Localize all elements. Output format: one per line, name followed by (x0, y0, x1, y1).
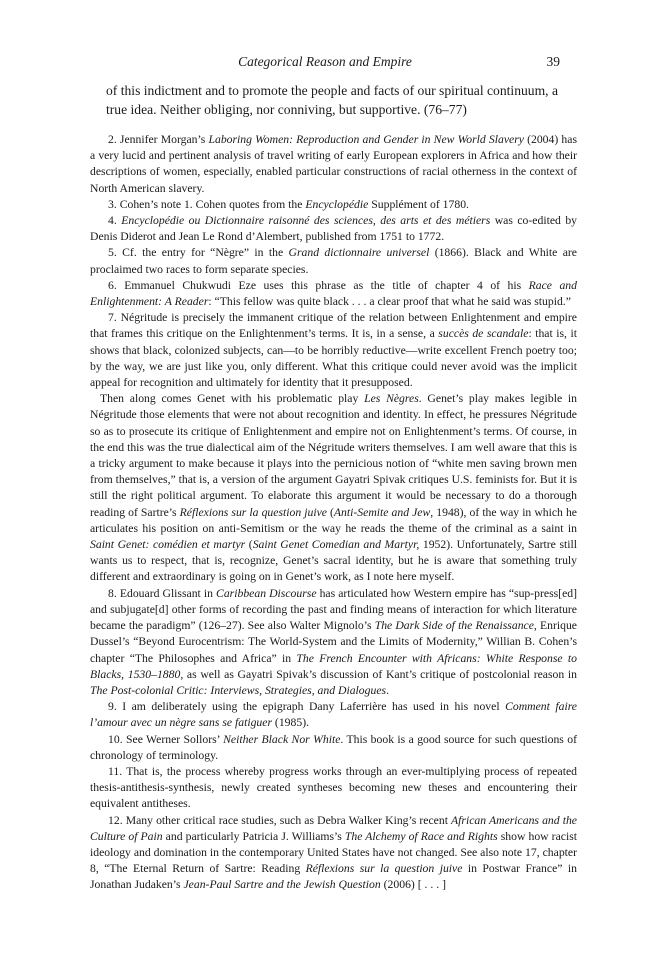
italic-title: African Americans and the Culture of Pain (90, 813, 577, 843)
italic-title: Comment faire l’amour avec un nègre sans se fatiguer (90, 700, 577, 730)
italic-title: Saint Genet: comédien et martyr (90, 538, 246, 552)
note-text: show how racist ideology and domination in the contemporary United States have not changed. See also note 17, chapter 8, “The Eternal Return of Sartre: Reading (90, 829, 577, 876)
note-text: was co-edited by Denis Diderot and Jean Le Rond d’Alembert, published from 1751 to 1772. (90, 214, 578, 244)
note-text: 5. Cf. the entry for “Nègre” in the (108, 246, 289, 260)
note-text: , as well as Gayatri Spivak’s discussion of Kant’s critique of postcolonial reason in (180, 667, 577, 681)
endnotes (90, 132, 577, 894)
italic-title: Anti-Semite and Jew (333, 505, 431, 519)
note-text: and particularly Patricia J. Williams’s (162, 829, 345, 843)
italic-title: The Post-colonial Critic: Interviews, Strategies, and Dialogues (90, 683, 387, 697)
endnote (90, 586, 577, 699)
note-text: 9. I am deliberately using the epigraph Dany Laferrière has used in his novel (108, 700, 506, 714)
italic-title: Neither Black Nor White (223, 732, 341, 746)
note-text: 12. Many other critical race studies, such as Debra Walker King’s recent (108, 813, 452, 827)
quote-text: of this indictment and to promote the people and facts of our spiritual continuum, a true idea. Neither obliging, nor conniving, but supportive. (76–77) (106, 83, 558, 117)
note-text: . (386, 683, 389, 697)
note-text: ( (245, 538, 253, 552)
note-text: 11. That is, the process whereby progress works through an ever-multiplying process of repeated thesis-antithesis-synthesis, newly created syntheses becoming new theses and encountering their equivalent antitheses. (90, 764, 577, 811)
italic-title: Encyclopédie ou Dictionnaire raisonné des sciences, des arts et des métiers (121, 214, 491, 228)
note-text: . Genet’s play makes legible in Négritude those elements that were not about recognition and identity. In effect, he pressures Négritude so as to prosecute its critique of Enlightenment and empire not on Enlightenment’s terms. Of course, in the end this was the true dialectical aim of the Négritude writers themselves. I am well aware that this is a tricky argument to make because it plays into the pernicious notion of “white men saving brown men from themselves,” that is, a version of the argument Gayatri Spivak critiques U.S. feminists for. But it is still the right political argument. To elaborate this argument it would be necessary to do a thorough reading of Sartre’s (90, 392, 578, 519)
note-text: ( (326, 505, 334, 519)
italic-title: succès de scandale (438, 327, 529, 341)
note-text: 7. Négritude is precisely the immanent critique of the relation between Enlightenment and empire that frames this critique on the Enlightenment’s terms. It is, in a sense, a (90, 311, 577, 341)
note-text: , Enrique Dussel’s “Beyond Eurocentrism: The World-System and the Limits of Modernity,” Willian B. Cohen’s chapter “The Philosophes and Africa” in (90, 619, 577, 665)
note-text: (1866). Black and White are proclaimed two races to form separate species. (90, 246, 577, 276)
endnote (90, 132, 577, 197)
running-head-title: Categorical Reason and Empire (238, 54, 412, 69)
endnote (90, 197, 577, 213)
note-text: 4. (108, 214, 122, 228)
note-text: has articulated how Western empire has “sup-press[ed] and subjugate[d] other forms of recording the past and finding means of interaction for which literature became the paradigm” (126–27). See also Walter Mignolo’s (90, 586, 577, 633)
italic-title: Jean-Paul Sartre and the Jewish Question (183, 878, 381, 892)
italic-title: The French Encounter with Africans: White Response to Blacks, 1530–1880 (90, 651, 577, 681)
italic-title: The Alchemy of Race and Rights (344, 829, 498, 843)
endnote (90, 764, 577, 813)
note-text: 2. Jennifer Morgan’s (108, 133, 209, 146)
italic-title: Grand dictionnaire universel (288, 246, 430, 260)
endnote (90, 310, 577, 391)
note-text: 1952). Unfortunately, Sartre still wants us to respect, that is, recognize, Genet’s sacral identity, but he is aware that something truly different and extraordinary is going on in Genet’s work, as I note here myself. (90, 538, 577, 584)
note-text: , 1948), of the way in which he articulates his position on anti-Semitism or the way he reads the theme of the criminal as a saint in (90, 505, 577, 535)
endnote (90, 813, 577, 894)
endnote (90, 213, 577, 245)
endnote-continuation (90, 391, 577, 585)
note-text: : “This fellow was quite black . . . a clear proof that what he said was stupid.” (208, 295, 571, 309)
italic-title: Laboring Women: Reproduction and Gender in New World Slavery (208, 133, 524, 146)
note-text: in Postwar France” in Jonathan Judaken’s (90, 862, 577, 892)
endnote (90, 245, 577, 277)
block-quote-tail (106, 81, 558, 119)
note-text: 8. Edouard Glissant in (108, 586, 217, 600)
italic-title: Les Nègres (364, 392, 419, 406)
endnote (90, 732, 577, 764)
note-text: 10. See Werner Sollors’ (108, 732, 224, 746)
endnote (90, 278, 577, 310)
italic-title: Réflexions sur la question juive (179, 505, 327, 519)
italic-title: The Dark Side of the Renaissance (374, 619, 534, 633)
note-text: (1985). (272, 716, 310, 730)
note-text: . This book is a good source for such questions of chronology of terminology. (90, 732, 577, 762)
note-text: : that is, it shows that black, colonized subjects, can—to be horribly reductive—write excellent French poetry too; by the way, we are just like you, only different. What this critique could never avoid was the implicit appeal for recognition and ultimately for identity that it presupposed. (90, 327, 577, 390)
note-text: Then along comes Genet with his problematic play (100, 392, 365, 406)
note-text: (2004) has a very lucid and pertinent analysis of travel writing of early European explorers in Africa and how their descriptions of women, especially, enabled particular constructions of racial otherness in the context of North American slavery. (90, 133, 577, 195)
page-number: 39 (546, 54, 560, 69)
italic-title: Race and Enlightenment: A Reader (90, 278, 577, 309)
note-text: 6. Emmanuel Chukwudi Eze uses this phrase as the title of chapter 4 of his (108, 278, 529, 292)
note-text: (2006) [ . . . ] (380, 878, 446, 892)
italic-title: Réflexions sur la question juive (305, 862, 463, 876)
italic-title: Saint Genet Comedian and Martyr, (252, 538, 420, 552)
running-head (90, 54, 560, 74)
note-text: Supplément of 1780. (368, 197, 469, 211)
endnote (90, 699, 577, 731)
note-text: 3. Cohen’s note 1. Cohen quotes from the (108, 197, 306, 211)
italic-title: Encyclopédie (305, 197, 369, 211)
italic-title: Caribbean Discourse (216, 586, 317, 600)
